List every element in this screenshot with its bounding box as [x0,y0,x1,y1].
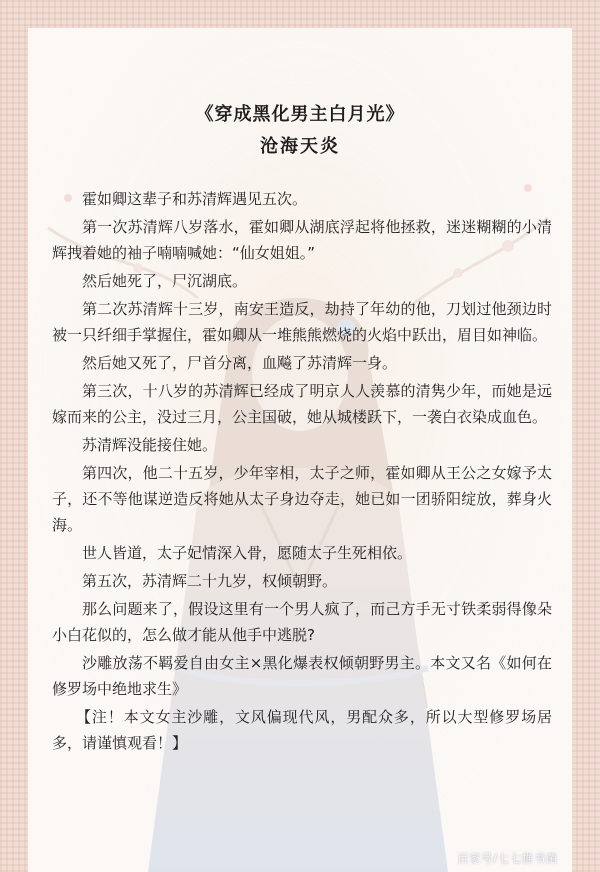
book-title: 《穿成黑化男主白月光》 [195,104,405,125]
paragraph: 第二次苏清辉十三岁，南安王造反，劫持了年幼的他，刀划过他颈边时被一只纤细手掌握住，霍如卿从一堆熊熊燃烧的火焰中跃出，眉目如神临。 [52,300,552,344]
paragraph: 霍如卿这辈子和苏清辉遇见五次。 [82,190,308,208]
paragraph: 第五次，苏清辉二十九岁，权倾朝野。 [82,572,338,590]
book-author: 沧海天炎 [260,136,340,157]
document-content [28,28,572,872]
paragraph: 然后她又死了，尸首分离，血飚了苏清辉一身。 [82,354,398,372]
paragraph: 那么问题来了，假设这里有一个男人疯了，而己方手无寸铁柔弱得像朵小白花似的，怎么做才能从他手中逃脱? [52,600,552,644]
paragraph: 第三次，十八岁的苏清辉已经成了明京人人羡慕的清隽少年，而她是远嫁而来的公主，没过三月，公主国破，她从城楼跃下，一袭白衣染成血色。 [52,382,552,426]
paragraph: 第四次，他二十五岁，少年宰相，太子之师，霍如卿从王公之女嫁予太子，还不等他谋逆造反将她从太子身边夺走，她已如一团骄阳绽放，葬身火海。 [52,464,552,534]
source-watermark: 百家号/七七推书菌 [457,852,558,865]
document-page [28,28,572,872]
paragraph: 世人皆道，太子妃情深入骨，愿随太子生死相依。 [82,544,413,562]
paragraph: 苏清辉没能接住她。 [82,436,218,454]
synopsis-text [52,186,552,758]
paragraph: 沙雕放荡不羁爱自由女主×黑化爆表权倾朝野男主。本文又名《如何在修罗场中绝地求生》 [52,654,552,698]
paragraph: 然后她死了，尸沉湖底。 [82,272,248,290]
author-note: 【注！本文女主沙雕，文风偏现代风，男配众多，所以大型修罗场居多，请谨慎观看！】 [52,708,552,752]
paragraph: 第一次苏清辉八岁落水，霍如卿从湖底浮起将他拯救，迷迷糊糊的小清辉拽着她的袖子喃喃喊她：“仙女姐姐。” [52,218,552,262]
